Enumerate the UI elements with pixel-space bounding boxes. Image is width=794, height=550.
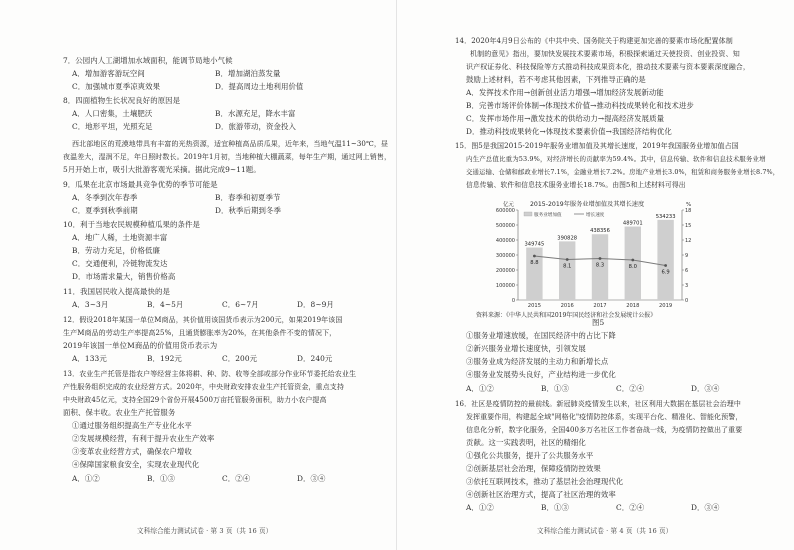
q13-option-c: C．②④	[222, 474, 251, 483]
legend-swatch-bar	[524, 212, 532, 216]
question-16-stem-line3: 信息化分析，数字化服务，全国400多万名社区工作者奋战一线，为疫情防控做出了重要	[466, 426, 743, 434]
q11-option-a: A．3~3月	[72, 300, 109, 309]
q8-option-b: B．水源充足，降水丰富	[215, 109, 296, 118]
question-15-stem-line3: 交通运输、仓储和邮政业增长7.1%，金融业增长7.2%。房地产业增长3.0%，租赁和商务服务业增长8.7%，	[466, 168, 780, 176]
y-right-tick-label: 12	[685, 238, 692, 244]
q15-option-c: C．②④	[616, 384, 645, 393]
growth-label-2018: 8.0	[628, 264, 637, 270]
y-axis-right-unit: %	[686, 202, 692, 208]
y-right-tick-label: 9	[685, 253, 689, 259]
q8-option-c: C．地形平坦，光照充足	[72, 122, 153, 131]
q15-option-d: D．③④	[691, 384, 720, 393]
q12-option-d: D．240元	[297, 354, 333, 363]
bar-2016	[559, 241, 575, 300]
q8-option-d: D．旅游带动，资金投入	[215, 122, 296, 131]
q15-statement-1: ①服务业增速放缓，在国民经济中的占比下降	[466, 331, 616, 340]
growth-label-2016: 8.1	[563, 263, 572, 270]
figure-caption: 图5	[592, 318, 605, 327]
q7-option-b: B．增加湖泊蒸发量	[215, 69, 281, 78]
q13-option-d: D．③④	[297, 474, 326, 483]
left-page-footer: 文科综合能力测试试卷 · 第 3 页（共 16 页）	[137, 527, 273, 535]
question-11-stem: 11．我国居民收入提高最快的是	[63, 287, 170, 296]
q16-option-c: C．②④	[616, 503, 645, 512]
q10-option-c: C．交通便利，冷链物流发达	[72, 259, 168, 268]
q8-option-a: A．人口密集，土壤肥沃	[72, 109, 153, 118]
bar-label-2017: 438356	[590, 228, 610, 235]
page-fold-divider	[396, 0, 397, 550]
q9-option-a: A．冬季到次年春季	[72, 193, 138, 202]
q16-statement-4: ④创新社区治理方式，提高了社区治理的效率	[466, 490, 616, 499]
y-right-tick-label: 18	[685, 208, 692, 214]
q13-statement-3: ③变革农业经营方式，确保农户增收	[72, 447, 192, 456]
q12-option-c: C．200元	[222, 354, 258, 363]
question-10-stem: 10．利于当地农民规模种植瓜果的条件是	[63, 220, 200, 229]
growth-label-2019: 6.9	[661, 269, 670, 276]
question-16-stem-line2: 发挥重要作用，构建起全域"网格化"疫情防控体系，实现平台化、精准化、智能化预警，	[466, 413, 743, 421]
growth-point-2017	[599, 257, 602, 260]
q7-option-d: D．提高周边土地利用价值	[215, 82, 304, 91]
question-14-stem-line4: 鼓励上述材料，若不考虑其他因素，下列推导正确的是	[466, 75, 646, 84]
q9-option-d: D．秋季后期到冬季	[215, 206, 281, 215]
q10-option-a: A．地广人稀，土地资源丰富	[72, 233, 168, 242]
q7-option-c: C．加强城市夏季凉爽效果	[72, 82, 161, 91]
chart-svg	[478, 196, 714, 322]
question-16-stem-line4: 贡献。这一实践表明，社区的精细化	[466, 438, 586, 447]
legend-label-line: 增长速度	[586, 213, 605, 218]
bar-2019	[657, 220, 673, 300]
q10-option-d: D．市场需求量大，销售价格高	[72, 272, 176, 281]
q11-option-c: C．6~7月	[222, 300, 259, 309]
q15-option-a: A．①②	[466, 384, 494, 393]
question-16-stem-line1: 16．社区是疫情防控的最前线。新冠肺炎疫情发生以来，社区利用大数据在基层社会治理中	[455, 400, 742, 408]
question-12-stem-line3: 2019年该国一单位M商品的价值用货币表示为	[63, 341, 218, 350]
q16-option-d: D．③④	[691, 503, 720, 512]
y-left-tick-label: 400000	[495, 238, 515, 244]
q12-option-b: B．192元	[147, 354, 182, 363]
growth-point-2016	[566, 258, 569, 261]
chart-source-note: 资料来源：《中华人民共和国2019年国民经济和社会发展统计公报》	[476, 312, 657, 319]
y-left-tick-label: 0	[511, 298, 515, 304]
growth-label-2017: 8.3	[595, 262, 605, 269]
growth-point-2019	[664, 264, 667, 267]
question-14-stem-line1: 14．2020年4月9日公布的《中共中央、国务院关于构建更加完善的要素市场化配置体制	[455, 37, 733, 45]
passage-9-11-line2: 夜温差大，湿润不足，年日照时数长。2019年1月初，当地种植大棚蔬菜，每年生产期，通过网上销售，	[63, 153, 392, 161]
q13-option-a: A．①②	[72, 474, 100, 483]
bar-label-2015: 349745	[524, 241, 545, 248]
q14-option-d: D．推动科技成果转化→体现技术要素价值→我国经济结构优化	[466, 127, 672, 136]
bar-label-2019: 534233	[655, 213, 676, 220]
question-9-stem: 9．瓜果在北京市场最具竞争优势的季节可能是	[63, 180, 218, 189]
x-tick-label-2015: 2015	[527, 303, 542, 309]
q16-option-a: A．①②	[466, 503, 494, 512]
x-tick-label-2019: 2019	[658, 303, 673, 309]
passage-9-11-line3: 5月开始上市，吸引大批游客观光采摘。据此完成9~11题。	[63, 165, 261, 174]
x-tick-label-2018: 2018	[626, 303, 640, 309]
y-left-tick-label: 200000	[495, 268, 515, 274]
q16-statement-1: ①强化公共服务，提升了公共服务水平	[466, 451, 594, 460]
question-13-stem-line3: 中央财政45亿元，支持全国29个省份开展4500万亩托管服务面积，助力小农户提高	[63, 396, 327, 404]
x-tick-label-2016: 2016	[560, 303, 574, 309]
y-right-tick-label: 15	[685, 223, 692, 229]
q13-statement-2: ②发展规模经营，有利于提升农业生产效率	[72, 434, 215, 443]
y-left-tick-label: 600000	[495, 208, 515, 214]
q15-statement-3: ③服务业成为经济发展的主动力和新增长点	[466, 357, 609, 366]
y-right-tick-label: 0	[685, 298, 689, 304]
q11-option-d: D．8~9月	[297, 300, 334, 309]
q9-option-b: B．春季和初夏季节	[215, 193, 281, 202]
question-13-stem-line1: 13．农业生产托管是指农户等经营主体将耕、种、防、收等全部或部分作业环节委托给农业生	[63, 370, 357, 378]
q14-option-a: A．发挥技术作用→创新创业活力增强→增加经济发展新动能	[466, 88, 664, 97]
question-14-stem-line2: 机制的意见》指出，要加快发展技术要素市场，积极探索通过天使投资、创业投资、知	[470, 50, 740, 58]
y-left-tick-label: 300000	[495, 253, 515, 259]
q14-option-b: B．完善市场评价体制→体现技术价值→推动科技成果转化和技术进步	[466, 101, 694, 110]
q10-option-b: B．劳动力充足，价格低廉	[72, 246, 160, 255]
q7-option-a: A．增加游客游玩空间	[72, 69, 145, 78]
right-page-footer: 文科综合能力测试试卷 · 第 4 页（共 16 页）	[537, 527, 673, 535]
passage-9-11-line1: 西北部地区的荒漠地带具有丰富的光热资源，适宜种植高品质瓜果，近年来，当地气温11~30℃，昼	[72, 140, 389, 148]
chart-title: 2015-2019年服务业增加值及其增长速度	[530, 201, 645, 208]
q16-option-b: B．①③	[541, 503, 570, 512]
q9-option-c: C．夏季到秋季前期	[72, 206, 138, 215]
q16-statement-2: ②创新基层社会治理，保障疫情防控效果	[466, 464, 601, 473]
q15-statement-2: ②新兴服务业增长速度快，引领发展	[466, 344, 586, 353]
bar-label-2016: 390828	[557, 235, 578, 242]
q16-statement-3: ③依托互联网技术，推动了基层社会治理现代化	[466, 477, 624, 486]
chart-figure-5	[478, 196, 714, 322]
question-14-stem-line3: 识产权证券化、科技保险等方式推动科技成果资本化，推动技术要素与资本要素深度融合，	[466, 63, 750, 71]
q13-statement-4: ④保障国家粮食安全，实现农业现代化	[72, 460, 200, 469]
question-12-stem-line2: 生产M商品的劳动生产率提高25%，且通货膨胀率为20%，在其他条件不变的情况下，	[63, 329, 337, 337]
q15-statement-4: ④服务业发展势头良好，产业结构进一步优化	[466, 370, 616, 379]
y-left-tick-label: 500000	[495, 223, 515, 229]
legend-label-bar: 服务业增加值	[534, 213, 562, 218]
question-13-stem-line2: 产性服务组织完成的农业经营方式。2020年，中央财政安排农业生产托管资金，重点支持	[63, 383, 344, 391]
bar-label-2018: 489701	[622, 220, 643, 227]
q12-option-a: A．133元	[72, 354, 107, 363]
q15-option-b: B．①③	[541, 384, 570, 393]
question-15-stem-line1: 15．图5是我国2015-2019年服务业增加值及其增长速度，2019年我国服务业增加值占国	[455, 142, 739, 150]
question-15-stem-line2: 内生产总值比重为53.9%，对经济增长的贡献率为59.4%。其中，信息传输、软件和信息技术服务业增	[466, 155, 766, 163]
question-13-stem-line4: 面积、保丰收。农业生产托管服务	[63, 408, 176, 417]
question-8-stem: 8．四面植物生长状况良好的原因是	[63, 96, 181, 105]
growth-label-2015: 8.8	[530, 260, 539, 266]
question-15-stem-line4: 信息传输、软件和信息技术服务业增长18.7%。由图5和上述材料可得出	[466, 181, 686, 189]
question-7-stem: 7．公园内人工湖增加水域面积，能调节局地小气候	[63, 56, 233, 65]
question-12-stem-line1: 12．假设2018年某国一单位M商品，其价值用该国货币表示为200元，如果2019年该国	[63, 316, 343, 324]
y-axis-left-unit: 亿元	[502, 202, 514, 208]
q14-option-c: C．发挥市场作用→激发技术的供给动力→提高经济发展质量	[466, 114, 665, 123]
q11-option-b: B．4~5月	[147, 300, 184, 309]
growth-point-2018	[631, 259, 634, 262]
y-right-tick-label: 6	[685, 268, 689, 274]
y-left-tick-label: 100000	[495, 283, 515, 289]
q13-statement-1: ①通过服务组织提高生产专业化水平	[72, 421, 192, 430]
growth-point-2015	[533, 255, 536, 258]
y-right-tick-label: 3	[685, 283, 689, 289]
q13-option-b: B．①③	[147, 474, 176, 483]
x-tick-label-2017: 2017	[593, 303, 607, 309]
